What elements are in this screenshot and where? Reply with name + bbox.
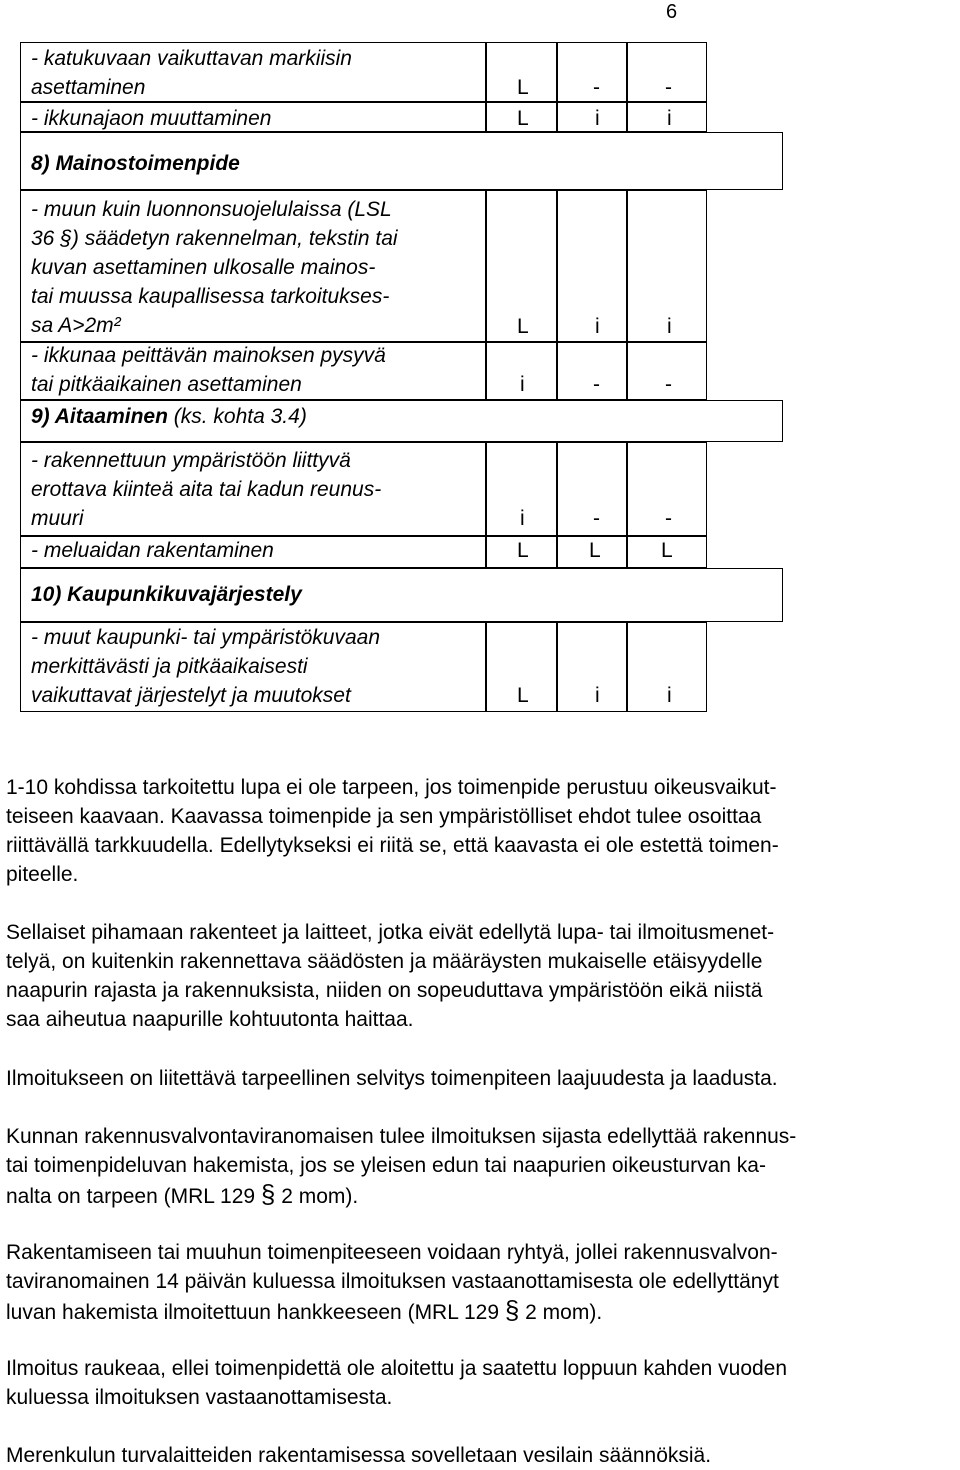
text-line: Rakentamiseen tai muuhun toimenpiteeseen voidaan ryhtyä, jollei rakennusvalvon- xyxy=(6,1241,778,1264)
text-line: - muut kaupunki- tai ympäristökuvaan xyxy=(31,626,380,649)
paragraph xyxy=(6,1064,956,1093)
text-line: saa aiheutua naapurille kohtuutonta haittaa. xyxy=(6,1008,414,1031)
mark: i xyxy=(667,107,672,130)
text-line: piteelle. xyxy=(6,863,79,886)
paragraph xyxy=(6,918,956,1034)
mark: L xyxy=(517,76,529,99)
mark: i xyxy=(520,507,525,530)
mark: - xyxy=(593,373,600,396)
table-row-text xyxy=(31,195,398,340)
text-line: - ikkunaa peittävän mainoksen pysyvä xyxy=(31,344,386,367)
mark: i xyxy=(595,107,600,130)
section-heading: 10) Kaupunkikuvajärjestely xyxy=(31,583,302,606)
paragraph xyxy=(6,773,956,889)
table-row-text xyxy=(31,446,381,533)
table-cell xyxy=(557,190,627,342)
mark: i xyxy=(667,315,672,338)
text-line: riittävällä tarkkuudella. Edellytykseksi ei riitä se, että kaavasta ei ole estettä toimen- xyxy=(6,834,779,857)
section-heading: 8) Mainostoimenpide xyxy=(31,152,240,175)
text-line: kuluessa ilmoituksen vastaanottamisesta. xyxy=(6,1386,393,1409)
mark: i xyxy=(595,315,600,338)
table-row-text xyxy=(31,536,274,565)
text-line: - ikkunajaon muuttaminen xyxy=(31,107,272,130)
paragraph xyxy=(6,1238,956,1327)
table-cell xyxy=(557,342,627,400)
text-line: Merenkulun turvalaitteiden rakentamisessa sovelletaan vesilain säännöksiä. xyxy=(6,1444,712,1467)
text-line: tai pitkäaikainen asettaminen xyxy=(31,373,302,396)
text-line: vaikuttavat järjestelyt ja muutokset xyxy=(31,684,351,707)
heading-reference: (ks. kohta 3.4) xyxy=(167,405,307,428)
text-line: taviranomainen 14 päivän kuluessa ilmoituksen vastaanottamisesta ole edellyttänyt xyxy=(6,1270,779,1293)
mark: - xyxy=(665,507,672,530)
text-line: kuvan asettaminen ulkosalle mainos- xyxy=(31,256,376,279)
mark: i xyxy=(667,684,672,707)
text-line: tai toimenpideluvan hakemista, jos se yleisen edun tai naapurien oikeusturvan ka- xyxy=(6,1154,766,1177)
text-line: tai muussa kaupallisessa tarkoitukses- xyxy=(31,285,390,308)
text-line: 1-10 kohdissa tarkoitettu lupa ei ole tarpeen, jos toimenpide perustuu oikeusvaikut- xyxy=(6,776,777,799)
section-sign: § xyxy=(504,1295,520,1325)
table-row-text xyxy=(31,623,380,710)
mark: - xyxy=(665,76,672,99)
text-line: 36 §) säädetyn rakennelman, tekstin tai xyxy=(31,227,398,250)
text-line: luvan hakemista ilmoitettuun hankkeeseen (MRL 129 § 2 mom). xyxy=(6,1295,603,1325)
table-cell xyxy=(557,622,627,712)
text-line: teiseen kaavaan. Kaavassa toimenpide ja sen ympäristölliset ehdot tulee osoittaa xyxy=(6,805,762,828)
section-heading xyxy=(31,402,307,431)
table-cell xyxy=(557,42,627,102)
mark: L xyxy=(517,684,529,707)
text-line: telyä, on kuitenkin rakennettava säädösten ja määräysten mukaiselle etäisyydelle xyxy=(6,950,763,973)
text-line: - katukuvaan vaikuttavan markiisin xyxy=(31,47,352,70)
mark: i xyxy=(595,684,600,707)
mark: L xyxy=(517,539,529,562)
text-line: merkittävästi ja pitkäaikaisesti xyxy=(31,655,308,678)
text-line: Kunnan rakennusvalvontaviranomaisen tulee ilmoituksen sijasta edellyttää rakennus- xyxy=(6,1125,797,1148)
table-cell xyxy=(557,442,627,536)
text-line: - meluaidan rakentaminen xyxy=(31,539,274,562)
text-line: sa A>2m² xyxy=(31,314,121,337)
mark: - xyxy=(665,373,672,396)
text-line: - rakennettuun ympäristöön liittyvä xyxy=(31,449,351,472)
table-row-text xyxy=(31,341,386,399)
text-line: - muun kuin luonnonsuojelulaissa (LSL xyxy=(31,198,392,221)
paragraph xyxy=(6,1354,956,1412)
mark: - xyxy=(593,507,600,530)
section-sign: § xyxy=(260,1179,276,1209)
mark: L xyxy=(589,539,601,562)
text-line: muuri xyxy=(31,507,84,530)
paragraph xyxy=(6,1122,956,1211)
mark: i xyxy=(520,373,525,396)
text-line: naapurin rajasta ja rakennuksista, niiden on sopeuduttava ympäristöön eikä niistä xyxy=(6,979,763,1002)
procedure-table xyxy=(20,42,783,712)
mark: L xyxy=(661,539,673,562)
text-line: asettaminen xyxy=(31,76,146,99)
page-number: 6 xyxy=(666,1,678,23)
text-line: nalta on tarpeen (MRL 129 § 2 mom). xyxy=(6,1179,359,1209)
text-line: Sellaiset pihamaan rakenteet ja laitteet, jotka eivät edellytä lupa- tai ilmoitusmenet- xyxy=(6,921,775,944)
mark: L xyxy=(517,107,529,130)
heading-text: 9) Aitaaminen xyxy=(31,405,168,428)
text-line: Ilmoitus raukeaa, ellei toimenpidettä ole aloitettu ja saatettu loppuun kahden vuoden xyxy=(6,1357,788,1380)
table-row-text xyxy=(31,44,352,102)
mark: - xyxy=(593,76,600,99)
table-row-text xyxy=(31,104,271,133)
text-line: erottava kiinteä aita tai kadun reunus- xyxy=(31,478,382,501)
mark: L xyxy=(517,315,529,338)
text-line: Ilmoitukseen on liitettävä tarpeellinen selvitys toimenpiteen laajuudesta ja laadusta. xyxy=(6,1067,778,1090)
table-cell xyxy=(557,102,627,132)
